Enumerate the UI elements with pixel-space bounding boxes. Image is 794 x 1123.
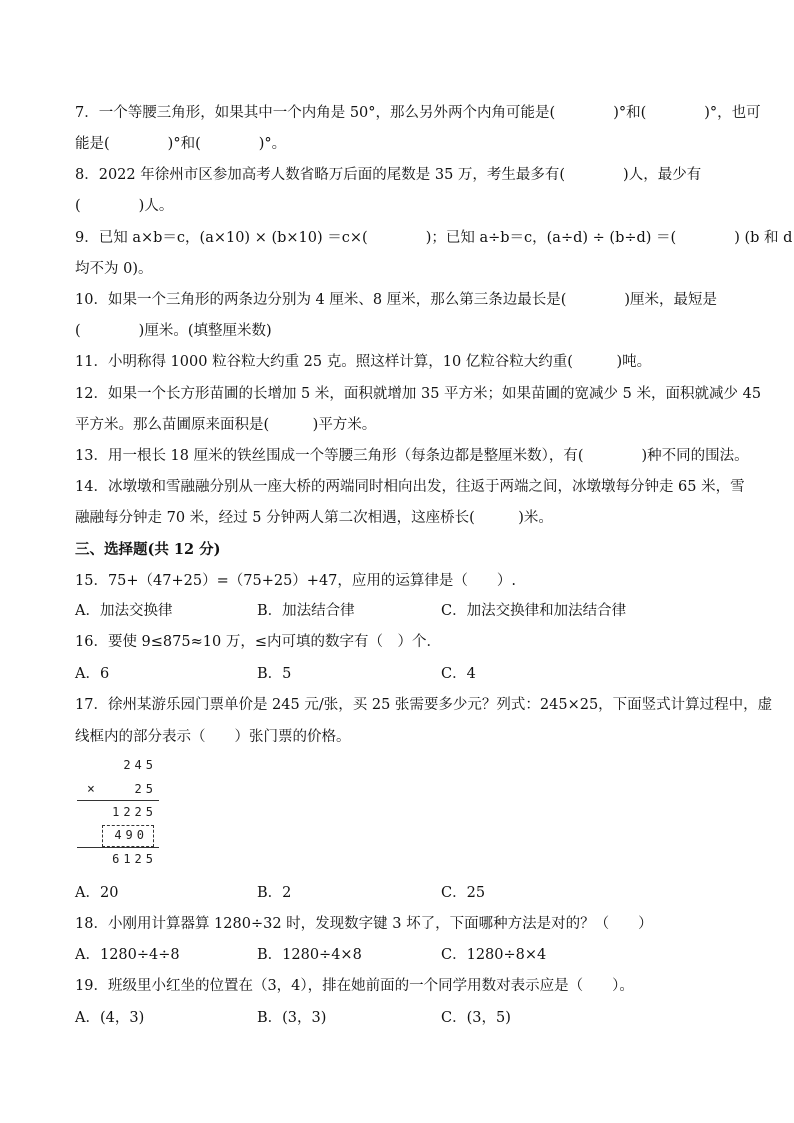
question-7-line-1: 7．一个等腰三角形，如果其中一个内角是 50°，那么另外两个内角可能是( )°和( )°，也可 [75,105,761,121]
calc-rule-2 [77,847,159,848]
question-11: 11．小明称得 1000 粒谷粒大约重 25 克。照这样计算，10 亿粒谷粒大约重( )吨。 [75,354,652,370]
question-16-option-c: C．4 [441,666,476,682]
question-19: 19．班级里小红坐的位置在（3，4），排在她前面的一个同学用数对表示应是（ ）。 [75,978,634,994]
question-16-option-a: A．6 [75,666,110,682]
section-3-heading: 三、选择题(共 12 分) [75,541,221,558]
question-17-option-a: A．20 [75,885,119,901]
question-15-option-a: A．加法交换律 [75,603,173,619]
calc-partial-1: 1225 [112,805,157,819]
question-14-line-1: 14．冰墩墩和雪融融分别从一座大桥的两端同时相向出发，往返于两端之间，冰墩墩每分钟走 65 米，雪 [75,479,745,495]
question-8-line-1: 8．2022 年徐州市区参加高考人数省略万后面的尾数是 35 万，考生最多有( )人，最少有 [75,167,702,183]
question-16: 16．要使 9≤875≈10 万，≤内可填的数字有（ ）个． [75,634,441,650]
question-18: 18．小刚用计算器算 1280÷32 时，发现数字键 3 坏了，下面哪种方法是对的？（ ） [75,916,653,932]
question-19-option-c: C．(3，5) [441,1010,511,1026]
question-9-line-2: 均不为 0)。 [75,261,153,277]
calc-product: 6125 [112,852,157,866]
question-17-option-b: B．2 [257,885,292,901]
question-17-option-c: C．25 [441,885,486,901]
calc-multiplier: 25 [134,782,157,796]
question-10-line-2: ( )厘米。(填整厘米数) [75,323,272,339]
question-19-option-a: A．(4，3) [75,1010,145,1026]
question-18-option-b: B．1280÷4×8 [257,947,362,963]
question-9-line-1: 9．已知 a×b＝c，(a×10) × (b×10) ＝c×( )；已知 a÷b＝c，(a÷d) ÷ (b÷d) ＝( ) (b 和 d [75,230,793,246]
vertical-multiplication [75,755,165,870]
calc-rule-1 [77,800,159,801]
question-7-line-2: 能是( )°和( )°。 [75,136,287,152]
question-12-line-1: 12．如果一个长方形苗圃的长增加 5 米，面积就增加 35 平方米；如果苗圃的宽减少 5 米，面积就减少 45 [75,386,762,402]
question-13: 13．用一根长 18 厘米的铁丝围成一个等腰三角形（每条边都是整厘米数），有( )种不同的围法。 [75,448,749,464]
question-8-line-2: ( )人。 [75,198,174,214]
calc-partial-2: 490 [114,828,148,842]
question-17-line-1: 17．徐州某游乐园门票单价是 245 元/张，买 25 张需要多少元？列式：245×25，下面竖式计算过程中，虚 [75,697,773,713]
question-15: 15．75+（47+25）=（75+25）+47，应用的运算律是（ ）. [75,573,517,589]
question-16-option-b: B．5 [257,666,292,682]
question-19-option-b: B．(3，3) [257,1010,327,1026]
question-15-option-c: C．加法交换律和加法结合律 [441,603,627,619]
question-12-line-2: 平方米。那么苗圃原来面积是( )平方米。 [75,417,377,433]
question-14-line-2: 融融每分钟走 70 米，经过 5 分钟两人第二次相遇，这座桥长( )米。 [75,510,553,526]
multiply-sign: × [87,782,95,797]
question-10-line-1: 10．如果一个三角形的两条边分别为 4 厘米、8 厘米，那么第三条边最长是( )厘米，最短是 [75,292,718,308]
question-18-option-a: A．1280÷4÷8 [75,947,180,963]
question-15-option-b: B．加法结合律 [257,603,355,619]
question-17-line-2: 线框内的部分表示（ ）张门票的价格。 [75,729,351,745]
question-18-option-c: C．1280÷8×4 [441,947,547,963]
calc-multiplicand: 245 [123,758,157,772]
